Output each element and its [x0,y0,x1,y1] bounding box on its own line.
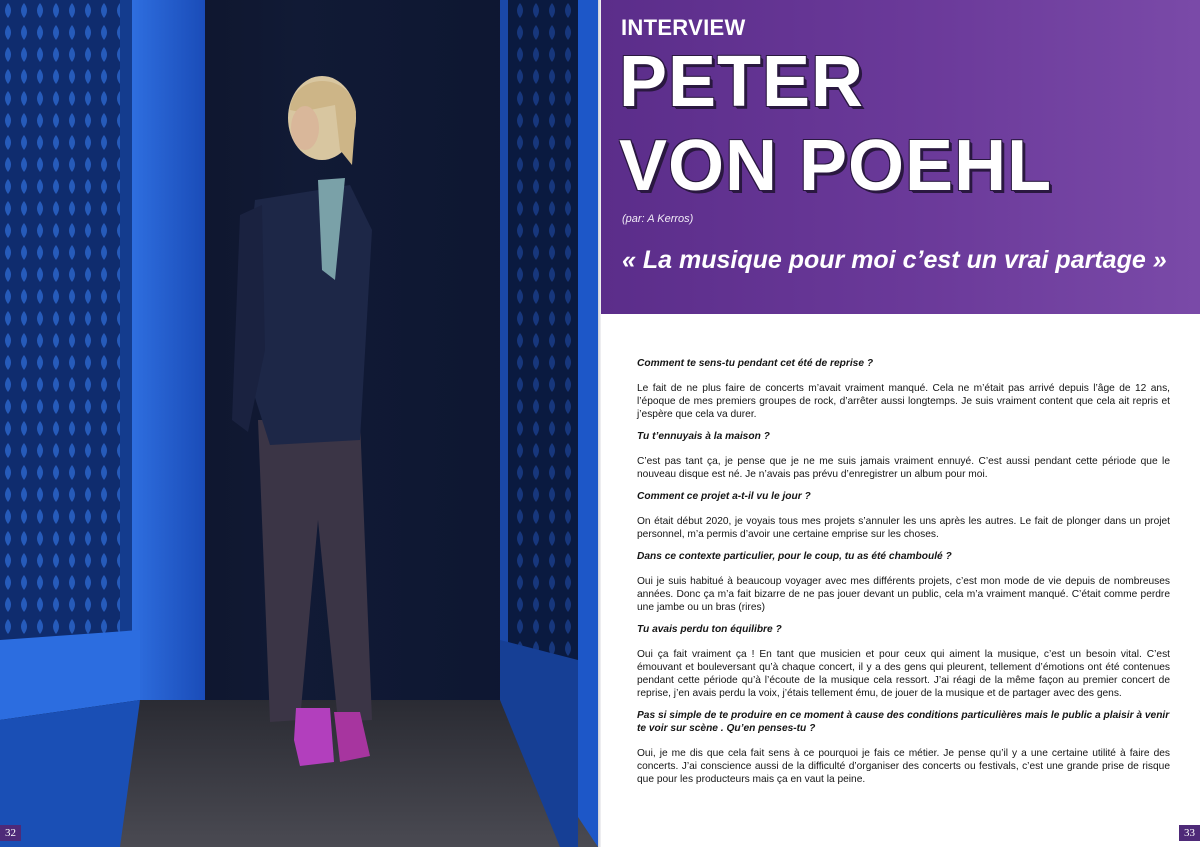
artist-name-line-2: VON POEHL [619,126,1053,206]
qa-block [637,623,1170,700]
interview-answer: Oui ça fait vraiment ça ! En tant que musicien et pour ceux qui aiment la musique, c’est un besoin vital. C’est émouvant et bouleversant qu’à chaque concert, il y a des gens qui pleurent, tellement d’émotions ont été contenues pendant cette période qu’à l’écoute de la musique cela ressort. J’ai réagi de la même façon au premier concert de reprise, j’en avais perdu la voix, j’étais tellement ému, de jouer de la musique et de partager avec des gens. [637,649,1170,699]
qa-block [637,709,1170,786]
interview-question: Comment ce projet a-t-il vu le jour ? [637,491,811,502]
left-page [0,0,598,847]
interview-answer: Oui je suis habitué à beaucoup voyager avec mes différents projets, c’est mon mode de vie depuis de nombreuses années. Donc ça m’a fait bizarre de ne pas jouer devant un public, cela m’a vraiment manqué. C’était comme perdre une jambe ou un bras (rires) [637,576,1170,613]
byline: (par: A Kerros) [622,213,694,225]
interview-answer: Oui, je me dis que cela fait sens à ce pourquoi je fais ce métier. Je pense qu’il y a une certaine utilité à faire des concerts. J’ai conscience aussi de la difficulté d’organiser des concerts ou festivals, c’est une grande prise de risque que pour les producteurs mais ça en vaut la peine. [637,748,1170,785]
interview-answer: C’est pas tant ça, je pense que je ne me suis jamais vraiment ennuyé. C’est aussi pendant cette période que le nouveau disque est né. Je n’avais pas prévu d’enregistrer un album pour moi. [637,456,1170,480]
interview-question: Pas si simple de te produire en ce moment à cause des conditions particulières mais le public a plaisir à venir te voir sur scène . Qu’en penses-tu ? [637,710,1170,734]
interview-question: Comment te sens-tu pendant cet été de reprise ? [637,358,874,369]
artist-name-line-1: PETER [619,42,865,122]
page-number-right: 33 [1179,825,1200,841]
qa-block [637,490,1170,541]
qa-block [637,430,1170,481]
page-number-left: 32 [0,825,21,841]
interview-answer: On était début 2020, je voyais tous mes projets s’annuler les uns après les autres. Le fait de plonger dans un projet personnel, m’a permis d’avoir une certaine emprise sur les choses. [637,516,1170,540]
section-kicker: INTERVIEW [621,15,746,40]
portrait-photo [0,0,598,847]
headline-quote: « La musique pour moi c’est un vrai partage » [622,246,1167,274]
interview-question: Dans ce contexte particulier, pour le coup, tu as été chamboulé ? [637,551,952,562]
article-header [601,0,1200,314]
qa-block [637,357,1170,421]
right-page [601,0,1200,847]
interview-question: Tu avais perdu ton équilibre ? [637,624,782,635]
interview-answer: Le fait de ne plus faire de concerts m’avait vraiment manqué. Cela ne m’était pas arrivé depuis l’âge de 12 ans, l’époque de mes premiers groupes de rock, d’arrêter aussi longtemps. Je suis vraiment content que cela ait repris et j’espère que cela va durer. [637,383,1170,420]
interview-question: Tu t’ennuyais à la maison ? [637,431,770,442]
qa-block [637,550,1170,614]
interview-body [637,357,1170,795]
